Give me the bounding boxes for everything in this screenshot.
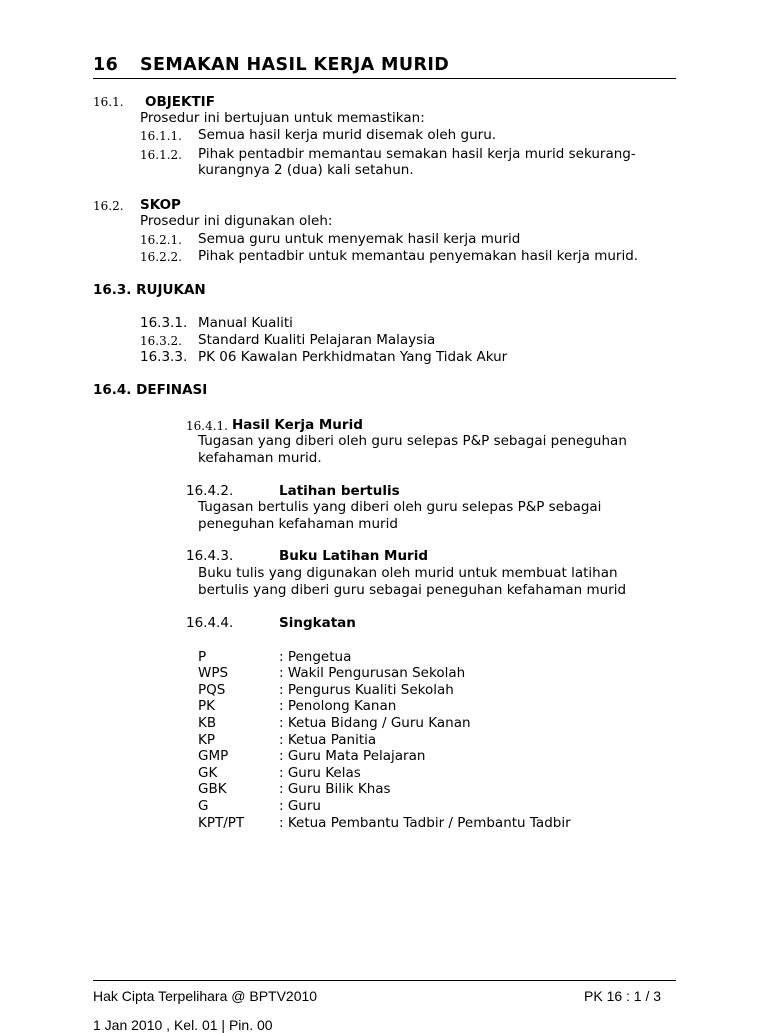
item-num: 16.3.1. bbox=[140, 315, 188, 331]
abbreviation: KB bbox=[198, 715, 217, 731]
page-title: SEMAKAN HASIL KERJA MURID bbox=[140, 55, 450, 75]
abbreviation: PK bbox=[198, 698, 215, 714]
section-1-intro: Prosedur ini bertujuan untuk memastikan: bbox=[140, 110, 425, 126]
abbreviation-meaning: : Guru bbox=[279, 798, 321, 814]
abbreviation: P bbox=[198, 649, 207, 665]
item-num: 16.3.3. bbox=[140, 349, 188, 365]
section-2-heading: SKOP bbox=[140, 197, 181, 213]
item-num: 16.1.2. bbox=[140, 148, 182, 162]
item-text: Manual Kualiti bbox=[198, 315, 293, 331]
abbreviation-meaning: : Ketua Pembantu Tadbir / Pembantu Tadbir bbox=[279, 815, 571, 831]
definition-text: bertulis yang diberi guru sebagai peneguhan kefahaman murid bbox=[198, 582, 627, 598]
item-num: 16.3.2. bbox=[140, 334, 182, 348]
item-text: Standard Kualiti Pelajaran Malaysia bbox=[198, 332, 436, 348]
footer-copyright: Hak Cipta Terpelihara @ BPTV2010 bbox=[93, 988, 318, 1004]
abbreviation-meaning: : Guru Kelas bbox=[279, 765, 361, 781]
item-text: Pihak pentadbir untuk memantau penyemakan hasil kerja murid. bbox=[198, 248, 639, 264]
abbreviation: KPT/PT bbox=[198, 815, 245, 831]
item-num: 16.2.2. bbox=[140, 250, 182, 264]
section-2-intro: Prosedur ini digunakan oleh: bbox=[140, 213, 333, 229]
item-text-continued: kurangnya 2 (dua) kali setahun. bbox=[198, 162, 414, 178]
definition-text: Tugasan bertulis yang diberi oleh guru selepas P&P sebagai bbox=[198, 499, 602, 515]
abbreviation-meaning: : Pengetua bbox=[279, 649, 352, 665]
abbreviation-meaning: : Guru Mata Pelajaran bbox=[279, 748, 426, 764]
definition-text: kefahaman murid. bbox=[198, 450, 322, 466]
abbreviation: GBK bbox=[198, 781, 227, 797]
definition-number: 16.4.1. bbox=[186, 419, 228, 433]
section-3-heading: 16.3. RUJUKAN bbox=[93, 282, 206, 298]
item-text: Semua hasil kerja murid disemak oleh guru. bbox=[198, 127, 497, 143]
item-num: 16.2.1. bbox=[140, 233, 182, 247]
footer-page-number: PK 16 : 1 / 3 bbox=[584, 988, 662, 1004]
footer-rule bbox=[93, 980, 676, 981]
definition-number: 16.4.3. bbox=[186, 548, 234, 564]
item-text: PK 06 Kawalan Perkhidmatan Yang Tidak Akur bbox=[198, 349, 508, 365]
item-num: 16.1.1. bbox=[140, 129, 182, 143]
section-1-number: 16.1. bbox=[93, 95, 124, 109]
abbreviation: PQS bbox=[198, 682, 226, 698]
definition-term: Hasil Kerja Murid bbox=[232, 417, 363, 433]
section-2-number: 16.2. bbox=[93, 199, 124, 213]
abbreviation: WPS bbox=[198, 665, 229, 681]
abbreviation-meaning: : Penolong Kanan bbox=[279, 698, 397, 714]
definition-text: peneguhan kefahaman murid bbox=[198, 516, 398, 532]
section-1-heading: OBJEKTIF bbox=[145, 94, 215, 110]
abbreviation-meaning: : Ketua Panitia bbox=[279, 732, 377, 748]
abbreviation: G bbox=[198, 798, 209, 814]
footer-date-revision: 1 Jan 2010 , Kel. 01 | Pin. 00 bbox=[93, 1017, 273, 1033]
abbreviation: GMP bbox=[198, 748, 229, 764]
item-text: Semua guru untuk menyemak hasil kerja murid bbox=[198, 231, 521, 247]
abbreviation-meaning: : Wakil Pengurusan Sekolah bbox=[279, 665, 466, 681]
definition-number: 16.4.4. bbox=[186, 615, 234, 631]
definition-term: Buku Latihan Murid bbox=[279, 548, 429, 564]
item-text: Pihak pentadbir memantau semakan hasil kerja murid sekurang- bbox=[198, 146, 636, 162]
definition-term: Latihan bertulis bbox=[279, 483, 400, 499]
section-4-heading: 16.4. DEFINASI bbox=[93, 382, 208, 398]
abbreviation-meaning: : Guru Bilik Khas bbox=[279, 781, 391, 797]
definition-text: Buku tulis yang digunakan oleh murid untuk membuat latihan bbox=[198, 565, 618, 581]
section-number: 16 bbox=[93, 55, 119, 75]
abbreviation-meaning: : Ketua Bidang / Guru Kanan bbox=[279, 715, 471, 731]
abbreviation: GK bbox=[198, 765, 218, 781]
definition-term: Singkatan bbox=[279, 615, 356, 631]
abbreviation-meaning: : Pengurus Kualiti Sekolah bbox=[279, 682, 454, 698]
definition-number: 16.4.2. bbox=[186, 483, 234, 499]
abbreviation: KP bbox=[198, 732, 215, 748]
header-rule bbox=[93, 78, 676, 79]
definition-text: Tugasan yang diberi oleh guru selepas P&P sebagai peneguhan bbox=[198, 433, 627, 449]
